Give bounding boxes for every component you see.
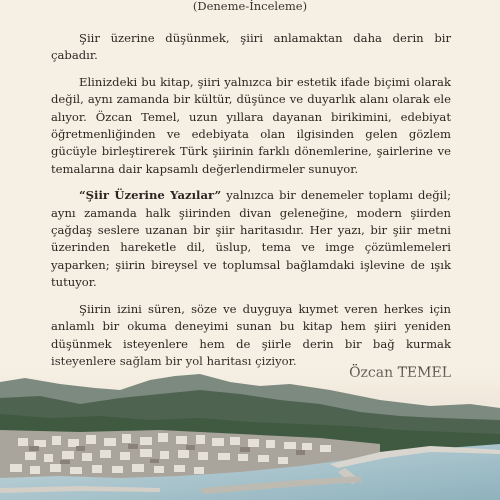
paragraph-2-text: yalnızca bir denemeler toplamı değil; aynı zamanda halk şiirinden divan geleneğine, modern şiirden çağdaş seslere uzanan bir şiir haritasıdır. Her yazı, bir şiir metni üzerinden hareketle dil, üslup, tema ve imge çözümlemeleri yaparken; şiirin bireysel ve toplumsal bağlamdaki işlevine de ışık tutuyor. [51, 188, 451, 290]
book-title-quote: “Şiir Üzerine Yazılar” [79, 188, 222, 203]
paragraph-1: Elinizdeki bu kitap, şiiri yalnızca bir estetik ifade biçimi olarak değil, aynı zamanda bir kültür, düşünce ve duyarlık alanı olarak ele alıyor. Özcan Temel, uzun yıllara dayanan birikimini, edebiyat öğretmenliğinden ve edebiyata olan ilgisinden gelen gözlem gücüyle birleştirerek Türk şiirinin farklı dönemlerine, şairlerine ve temalarına dair kapsamlı değerlendirmeler sunuyor. [51, 74, 451, 176]
paragraph-2 [51, 187, 451, 291]
book-subtitle: (Deneme-İnceleme) [192, 0, 308, 13]
paragraph-3: Şiirin izini süren, söze ve duyguya kıymet veren herkes için anlamlı bir okuma deneyimi sunan bu kitap hem şiiri yeniden düşünmek isteyenlere hem de şiirle derin bir bağ kurmak [51, 301, 451, 351]
intro-sentence: Şiir üzerine düşünmek, şiiri anlamaktan daha derin bir çabadır. [51, 31, 451, 63]
back-cover-text [51, 30, 451, 370]
coastal-town-photo [0, 360, 500, 500]
